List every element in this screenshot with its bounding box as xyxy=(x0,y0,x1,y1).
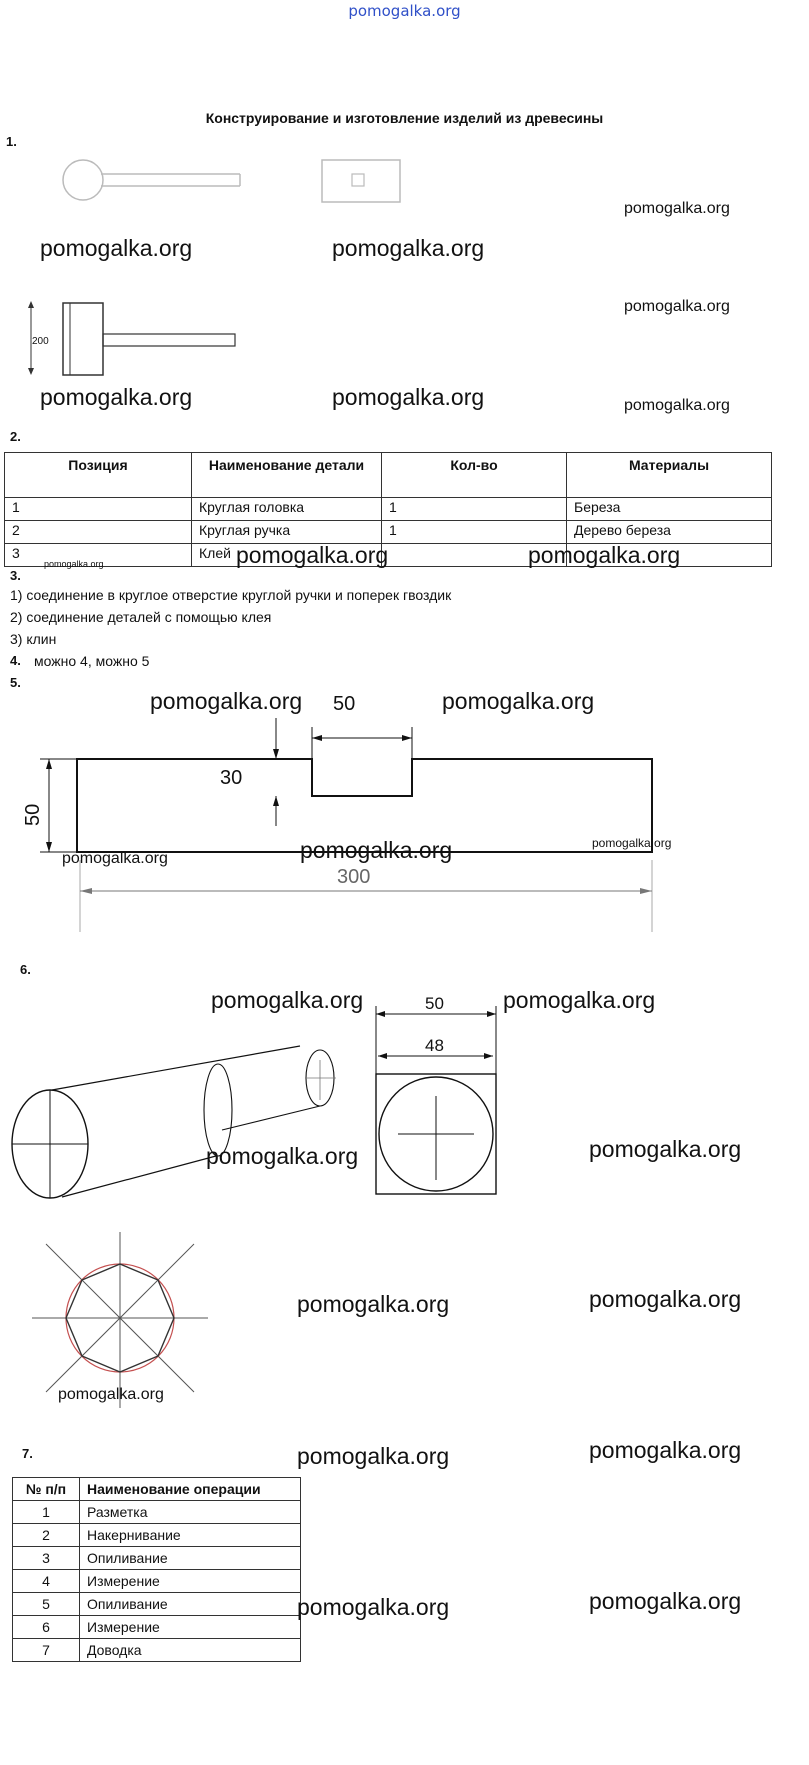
operations-table-header-cell: № п/п xyxy=(13,1478,80,1501)
parts-table-header-cell: Позиция xyxy=(5,453,192,498)
block-hole xyxy=(352,174,364,186)
operations-table-header-cell: Наименование операции xyxy=(80,1478,301,1501)
cylinder-bottom-edge xyxy=(62,1156,216,1197)
hammer-dim-arrow-top xyxy=(28,301,34,308)
cylinder-small-bottom xyxy=(222,1106,320,1130)
slot-width-label: 50 xyxy=(333,693,356,715)
watermark: pomogalka.org xyxy=(624,200,730,217)
inner-dim-label: 48 xyxy=(425,1036,444,1055)
operations-table xyxy=(12,1477,301,1662)
section-1-sketch-key xyxy=(55,150,245,210)
section-3-item-2: 2) соединение деталей с помощью клея xyxy=(10,609,272,625)
watermark: pomogalka.org xyxy=(40,384,193,410)
table-cell: Опиливание xyxy=(80,1547,301,1570)
watermark: pomogalka.org xyxy=(297,1594,450,1620)
table-row xyxy=(13,1570,301,1593)
table-cell: Разметка xyxy=(80,1501,301,1524)
section-7-number: 7. xyxy=(22,1446,33,1461)
watermark: pomogalka.org xyxy=(150,688,303,714)
slot-depth-label: 30 xyxy=(220,767,243,789)
section-3-number: 3. xyxy=(10,568,21,583)
watermark: pomogalka.org xyxy=(300,837,453,863)
table-row xyxy=(13,1593,301,1616)
watermark: pomogalka.org xyxy=(503,987,656,1013)
table-cell: Дерево береза xyxy=(567,521,772,544)
height-dim-arrow-bottom xyxy=(46,842,52,852)
table-cell: Измерение xyxy=(80,1616,301,1639)
table-row xyxy=(5,498,772,521)
table-cell: 1 xyxy=(13,1501,80,1524)
cylinder-top-edge xyxy=(52,1046,300,1090)
parts-table-header-cell: Материалы xyxy=(567,453,772,498)
section-6-square-section xyxy=(370,1000,510,1200)
table-cell: Береза xyxy=(567,498,772,521)
section-5-drawing xyxy=(0,700,809,940)
section-6-octagon-drawing xyxy=(30,1230,210,1410)
slot-dim-arrow-right xyxy=(402,735,412,741)
watermark: pomogalka.org xyxy=(528,542,681,568)
table-cell: Накернивание xyxy=(80,1524,301,1547)
outer-dim-label: 50 xyxy=(425,994,444,1013)
section-3-item-3: 3) клин xyxy=(10,631,57,647)
watermark: pomogalka.org xyxy=(624,397,730,414)
watermark: pomogalka.org xyxy=(589,1588,742,1614)
section-1-hammer-drawing xyxy=(25,295,245,385)
section-6-cylinder xyxy=(0,1030,360,1210)
section-5-number: 5. xyxy=(10,675,21,690)
hammer-dimension-label: 200 xyxy=(32,336,49,347)
hammer-dim-arrow-bottom xyxy=(28,368,34,375)
table-cell: 3 xyxy=(13,1547,80,1570)
inner-dim-arrow-right xyxy=(484,1053,493,1059)
watermark: pomogalka.org xyxy=(297,1291,450,1317)
table-cell: 7 xyxy=(13,1639,80,1662)
table-cell: 3 xyxy=(5,544,192,567)
hammer-head xyxy=(63,303,103,375)
height-dim-arrow-top xyxy=(46,759,52,769)
section-3-item-1: 1) соединение в круглое отверстие круглой ручки и поперек гвоздик xyxy=(10,587,452,603)
table-row xyxy=(13,1639,301,1662)
key-head-circle xyxy=(63,160,103,200)
section-2-number: 2. xyxy=(10,429,21,444)
watermark: pomogalka.org xyxy=(332,384,485,410)
length-label: 300 xyxy=(337,866,371,888)
table-cell: 5 xyxy=(13,1593,80,1616)
watermark: pomogalka.org xyxy=(589,1286,742,1312)
watermark: pomogalka.org xyxy=(236,542,389,568)
depth-dim-arrow-bottom xyxy=(273,796,279,806)
section-1-sketch-block xyxy=(318,150,408,210)
table-cell: Клей xyxy=(192,544,382,567)
table-row xyxy=(13,1547,301,1570)
section-6-number: 6. xyxy=(20,962,31,977)
watermark: pomogalka.org xyxy=(624,298,730,315)
outer-dim-arrow-left xyxy=(376,1011,385,1017)
watermark: pomogalka.org xyxy=(58,1386,164,1403)
parts-table-header-cell: Наименование детали xyxy=(192,453,382,498)
watermark: pomogalka.org xyxy=(62,850,168,867)
inner-dim-arrow-left xyxy=(378,1053,387,1059)
table-cell: 1 xyxy=(382,498,567,521)
watermark: pomogalka.org xyxy=(592,836,672,850)
watermark: pomogalka.org xyxy=(40,235,193,261)
table-cell: Круглая головка xyxy=(192,498,382,521)
header-watermark[interactable]: pomogalka.org xyxy=(348,2,461,20)
length-dim-arrow-right xyxy=(640,888,652,894)
table-row xyxy=(13,1501,301,1524)
watermark: pomogalka.org xyxy=(211,987,364,1013)
parts-table-header xyxy=(5,453,772,498)
page-title: Конструирование и изготовление изделий из древесины xyxy=(205,110,604,126)
hammer-handle xyxy=(103,334,235,346)
watermark: pomogalka.org xyxy=(589,1136,742,1162)
watermark: pomogalka.org xyxy=(297,1443,450,1469)
section-1-number: 1. xyxy=(6,134,17,149)
table-cell: Доводка xyxy=(80,1639,301,1662)
table-cell: 2 xyxy=(5,521,192,544)
table-row xyxy=(5,521,772,544)
operations-table-header xyxy=(13,1478,301,1501)
length-dim-arrow-left xyxy=(80,888,92,894)
table-cell: 4 xyxy=(13,1570,80,1593)
section-4-answer: можно 4, можно 5 xyxy=(34,653,150,669)
table-row xyxy=(13,1524,301,1547)
table-cell: 6 xyxy=(13,1616,80,1639)
table-row xyxy=(13,1616,301,1639)
block-outline xyxy=(322,160,400,202)
watermark: pomogalka.org xyxy=(589,1437,742,1463)
watermark: pomogalka.org xyxy=(206,1143,359,1169)
section-4-number: 4. xyxy=(10,653,21,668)
slot-dim-arrow-left xyxy=(312,735,322,741)
table-cell: Измерение xyxy=(80,1570,301,1593)
table-cell: Опиливание xyxy=(80,1593,301,1616)
parts-table-header-cell: Кол-во xyxy=(382,453,567,498)
depth-dim-arrow-top xyxy=(273,749,279,759)
height-label xyxy=(22,770,45,826)
watermark: pomogalka.org xyxy=(44,559,104,569)
table-cell: 1 xyxy=(5,498,192,521)
table-cell: 1 xyxy=(382,521,567,544)
watermark: pomogalka.org xyxy=(442,688,595,714)
height-label-text: 50 xyxy=(22,803,44,826)
table-cell: Круглая ручка xyxy=(192,521,382,544)
table-cell: 2 xyxy=(13,1524,80,1547)
watermark: pomogalka.org xyxy=(332,235,485,261)
outer-dim-arrow-right xyxy=(487,1011,496,1017)
